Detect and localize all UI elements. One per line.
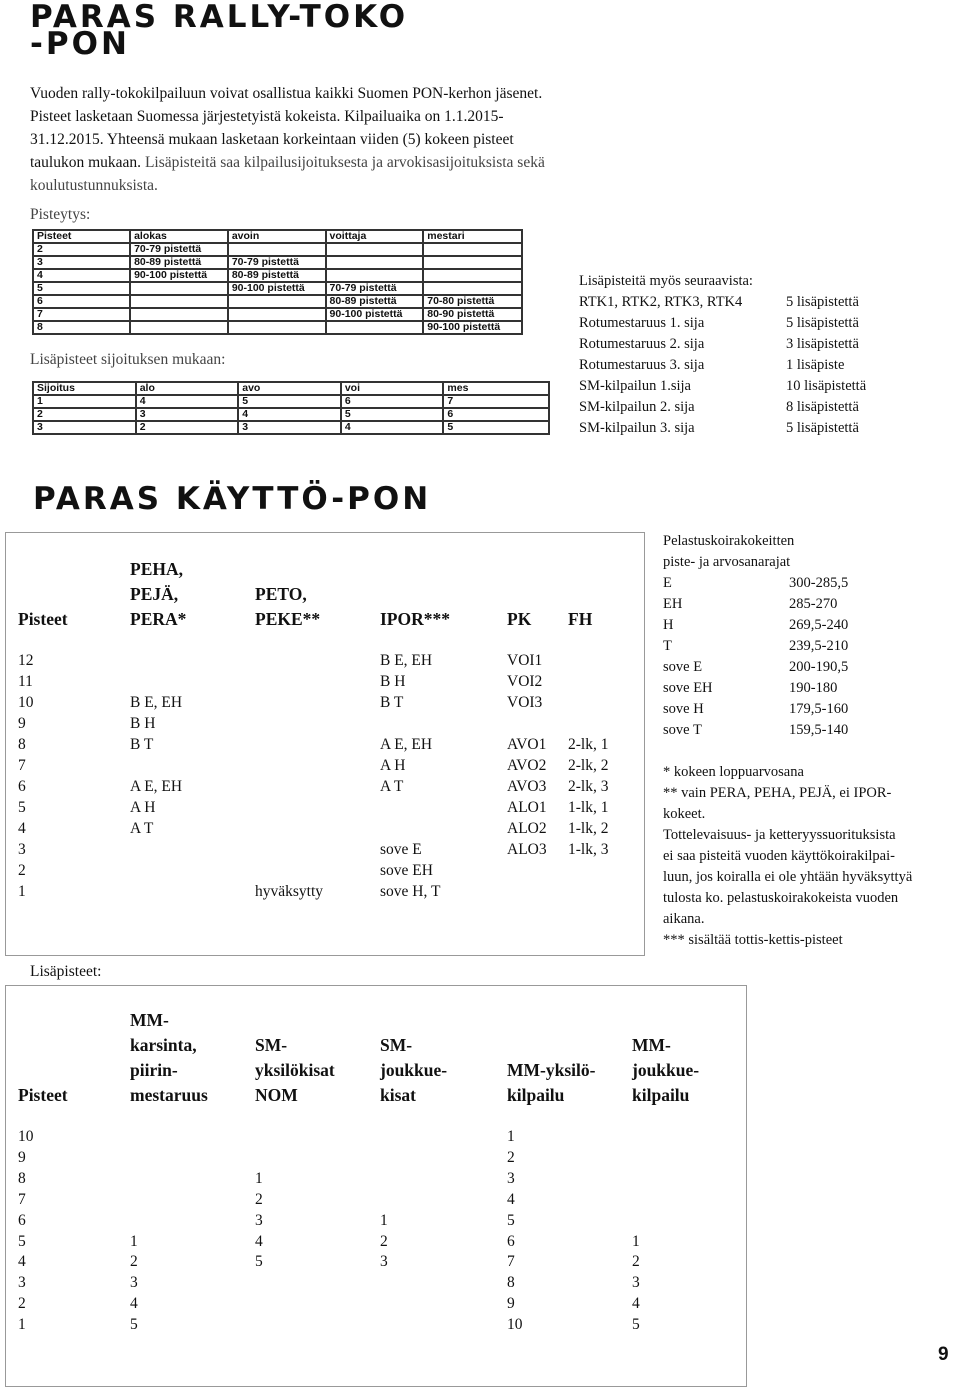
pelastus-grade: sove H bbox=[663, 701, 704, 717]
score-cell: 80-89 pistettä bbox=[228, 269, 326, 282]
score-cell: 90-100 pistettä bbox=[423, 321, 522, 334]
placement-cell: 2 bbox=[136, 421, 239, 434]
kaytto-cell: sove H, T bbox=[380, 883, 441, 900]
kaytto-cell: 6 bbox=[18, 778, 26, 795]
bonus-cell: 1 bbox=[255, 1169, 263, 1187]
score-row bbox=[33, 243, 522, 256]
score-cell: 8 bbox=[33, 321, 130, 334]
page-number: 9 bbox=[938, 1344, 949, 1365]
kaytto-cell: sove E bbox=[380, 841, 422, 858]
pelastus-grade: T bbox=[663, 638, 672, 654]
note-line: aikana. bbox=[663, 911, 705, 927]
bonus-cell: 3 bbox=[632, 1274, 640, 1292]
placement-row bbox=[33, 408, 549, 421]
bonus-cell: 5 bbox=[18, 1232, 26, 1250]
kaytto-cell: AVO1 bbox=[507, 736, 547, 753]
bonus-cell: 5 bbox=[130, 1316, 138, 1334]
kaytto-cell: 1-lk, 1 bbox=[568, 799, 609, 816]
bonus-cell: 9 bbox=[507, 1295, 515, 1313]
pelastus-grade: EH bbox=[663, 596, 683, 612]
extra-item-name: SM-kilpailun 2. sija bbox=[579, 399, 695, 415]
extra-item-name: Rotumestaruus 2. sija bbox=[579, 336, 705, 352]
extra-item-name: Rotumestaruus 1. sija bbox=[579, 315, 705, 331]
extra-item-name: Rotumestaruus 3. sija bbox=[579, 357, 705, 373]
score-cell: 4 bbox=[33, 269, 130, 282]
bonus-header: Pisteet bbox=[18, 1085, 68, 1105]
bonus-cell: 3 bbox=[507, 1169, 515, 1187]
placement-label: Lisäpisteet sijoituksen mukaan: bbox=[30, 351, 226, 368]
score-cell: mestari bbox=[423, 230, 522, 243]
placement-table bbox=[32, 381, 550, 435]
score-cell bbox=[326, 269, 424, 282]
score-cell: Pisteet bbox=[33, 230, 130, 243]
bonus-cell: 3 bbox=[380, 1253, 388, 1271]
extra-item-points: 5 lisäpistettä bbox=[786, 420, 859, 436]
score-cell: 90-100 pistettä bbox=[228, 282, 326, 295]
bonus-header: MM-yksilö- kilpailu bbox=[507, 1060, 596, 1105]
score-cell: 70-79 pistettä bbox=[326, 282, 424, 295]
bonus-header: SM- yksilökisat NOM bbox=[255, 1035, 335, 1105]
pelastus-title-2: piste- ja arvosanarajat bbox=[663, 554, 791, 570]
bonus-cell: 7 bbox=[507, 1253, 515, 1271]
bonus-cell: 3 bbox=[18, 1274, 26, 1292]
kaytto-cell: VOI2 bbox=[507, 673, 543, 690]
kaytto-header: IPOR*** bbox=[380, 609, 450, 629]
kaytto-cell: B T bbox=[130, 736, 154, 753]
pelastus-points: 190-180 bbox=[789, 680, 838, 696]
note-line: * kokeen loppuarvosana bbox=[663, 764, 804, 780]
kaytto-cell: AVO3 bbox=[507, 778, 547, 795]
kaytto-cell: ALO3 bbox=[507, 841, 547, 858]
score-cell: alokas bbox=[130, 230, 228, 243]
bonus-cell: 4 bbox=[255, 1232, 263, 1250]
kaytto-cell: 2 bbox=[18, 862, 26, 879]
kaytto-cell: 8 bbox=[18, 736, 26, 753]
placement-cell: 2 bbox=[33, 408, 136, 421]
rally-title-line1: PARAS RALLY-TOKO bbox=[30, 0, 409, 35]
bonus-cell: 7 bbox=[18, 1190, 26, 1208]
bonus-cell: 3 bbox=[130, 1274, 138, 1292]
bonus-cell: 3 bbox=[255, 1211, 263, 1229]
rally-title-line2: -PON bbox=[30, 26, 130, 62]
bonus-label: Lisäpisteet: bbox=[30, 963, 102, 980]
bonus-cell: 1 bbox=[130, 1232, 138, 1250]
score-row bbox=[33, 295, 522, 308]
kaytto-cell: A E, EH bbox=[380, 736, 433, 753]
score-cell bbox=[228, 321, 326, 334]
score-cell: 70-79 pistettä bbox=[228, 256, 326, 269]
note-line: tulosta ko. pelastuskoirakokeista vuoden bbox=[663, 890, 899, 906]
bonus-header: MM- joukkue- kilpailu bbox=[632, 1035, 700, 1105]
score-cell bbox=[130, 295, 228, 308]
extra-item bbox=[579, 397, 909, 418]
note-line: ei saa pisteitä vuoden käyttökoirakilpai- bbox=[663, 848, 895, 864]
pelastus-grade: sove T bbox=[663, 722, 702, 738]
placement-cell: 5 bbox=[443, 421, 549, 434]
bonus-cell: 4 bbox=[632, 1295, 640, 1313]
pelastus-title-1: Pelastuskoirakokeitten bbox=[663, 533, 795, 549]
bonus-cell: 1 bbox=[18, 1316, 26, 1334]
score-cell: avoin bbox=[228, 230, 326, 243]
placement-cell: 6 bbox=[341, 395, 444, 408]
kaytto-cell: A T bbox=[130, 820, 154, 837]
extra-item-points: 1 lisäpiste bbox=[786, 357, 845, 373]
bonus-cell: 8 bbox=[507, 1274, 515, 1292]
kaytto-cell: 11 bbox=[18, 673, 33, 690]
placement-row bbox=[33, 421, 549, 434]
kaytto-cell: ALO2 bbox=[507, 820, 547, 837]
extra-item-name: SM-kilpailun 1.sija bbox=[579, 378, 691, 394]
placement-cell: 1 bbox=[33, 395, 136, 408]
score-cell bbox=[326, 321, 424, 334]
placement-cell: 3 bbox=[238, 421, 341, 434]
rally-intro bbox=[30, 82, 560, 197]
score-cell bbox=[326, 256, 424, 269]
extra-item-points: 10 lisäpistettä bbox=[786, 378, 867, 394]
extra-item-name: SM-kilpailun 3. sija bbox=[579, 420, 695, 436]
kaytto-cell: sove EH bbox=[380, 862, 433, 879]
pelastus-range bbox=[663, 720, 912, 741]
placement-cell: alo bbox=[136, 382, 239, 395]
kaytto-cell: 1-lk, 3 bbox=[568, 841, 609, 858]
score-cell: 80-89 pistettä bbox=[130, 256, 228, 269]
kaytto-cell: B H bbox=[380, 673, 406, 690]
bonus-cell: 8 bbox=[18, 1169, 26, 1187]
pelastus-points: 285-270 bbox=[789, 596, 838, 612]
pelastus-range bbox=[663, 573, 912, 594]
intro-paragraph-2: Lisäpisteitä saa kilpailusijoituksesta ja arvokisasijoituksista sekä koulutustunnuksista. bbox=[30, 154, 545, 194]
bonus-cell: 1 bbox=[380, 1211, 388, 1229]
extra-item-points: 3 lisäpistettä bbox=[786, 336, 859, 352]
score-cell: 70-80 pistettä bbox=[423, 295, 522, 308]
score-cell: 3 bbox=[33, 256, 130, 269]
score-cell bbox=[228, 308, 326, 321]
bonus-header: SM- joukkue- kisat bbox=[380, 1035, 448, 1105]
score-cell bbox=[423, 282, 522, 295]
score-cell bbox=[423, 243, 522, 256]
note-line: luun, jos koiralla ei ole yhtään hyväksyttyä bbox=[663, 869, 913, 885]
placement-header-row bbox=[33, 382, 549, 395]
kaytto-cell: 2-lk, 2 bbox=[568, 757, 609, 774]
placement-cell: 4 bbox=[341, 421, 444, 434]
kaytto-header: FH bbox=[568, 609, 593, 629]
extra-item bbox=[579, 376, 909, 397]
score-cell: 80-89 pistettä bbox=[326, 295, 424, 308]
bonus-cell: 2 bbox=[255, 1190, 263, 1208]
pelastus-notes bbox=[663, 531, 912, 951]
score-cell bbox=[130, 282, 228, 295]
extra-item bbox=[579, 292, 909, 313]
kaytto-cell: 3 bbox=[18, 841, 26, 858]
kaytto-header: PEHA, PEJÄ, PERA* bbox=[130, 559, 187, 629]
kaytto-cell: 4 bbox=[18, 820, 26, 837]
kaytto-title: PARAS KÄYTTÖ-PON bbox=[33, 481, 432, 517]
placement-cell: avo bbox=[238, 382, 341, 395]
scoring-label: Pisteytys: bbox=[30, 206, 91, 223]
score-row bbox=[33, 308, 522, 321]
score-header-row bbox=[33, 230, 522, 243]
placement-cell: 5 bbox=[341, 408, 444, 421]
score-cell: 5 bbox=[33, 282, 130, 295]
bonus-cell: 1 bbox=[632, 1232, 640, 1250]
extra-item-name: RTK1, RTK2, RTK3, RTK4 bbox=[579, 294, 743, 310]
placement-cell: Sijoitus bbox=[33, 382, 136, 395]
kaytto-cell: AVO2 bbox=[507, 757, 547, 774]
note-line: ** vain PERA, PEHA, PEJÄ, ei IPOR- bbox=[663, 785, 892, 801]
pelastus-points: 200-190,5 bbox=[789, 659, 849, 675]
score-cell bbox=[228, 243, 326, 256]
score-table bbox=[32, 229, 523, 335]
pelastus-grade: E bbox=[663, 575, 672, 591]
bonus-cell: 5 bbox=[507, 1211, 515, 1229]
score-cell: 70-79 pistettä bbox=[130, 243, 228, 256]
bonus-cell: 5 bbox=[255, 1253, 263, 1271]
kaytto-cell: VOI3 bbox=[507, 694, 543, 711]
placement-cell: 5 bbox=[238, 395, 341, 408]
bonus-cell: 4 bbox=[18, 1253, 26, 1271]
kaytto-cell: 10 bbox=[18, 694, 34, 711]
bonus-cell: 5 bbox=[632, 1316, 640, 1334]
score-cell: 90-100 pistettä bbox=[326, 308, 424, 321]
score-cell bbox=[423, 269, 522, 282]
extra-item-points: 8 lisäpistettä bbox=[786, 399, 859, 415]
intro-paragraph-1: Vuoden rally-tokokilpailuun voivat osallistua kaikki Suomen PON-kerhon jäsenet. Pisteet lasketaan Suomessa järjestetyistä kokeista. Kilpailuaika on 1.1.2015-31.12.2015. Yhteensä mukaan lasketaan korkeintaan viiden (5) kokeen pisteet taulukon mukaan. bbox=[30, 85, 543, 171]
extra-item-points: 5 lisäpistettä bbox=[786, 294, 859, 310]
placement-cell: 4 bbox=[136, 395, 239, 408]
note-line: *** sisältää tottis-kettis-pisteet bbox=[663, 932, 843, 948]
placement-row bbox=[33, 395, 549, 408]
bonus-cell: 4 bbox=[130, 1295, 138, 1313]
score-row bbox=[33, 321, 522, 334]
score-cell: voittaja bbox=[326, 230, 424, 243]
kaytto-cell: 1-lk, 2 bbox=[568, 820, 609, 837]
score-row bbox=[33, 256, 522, 269]
bonus-cell: 6 bbox=[18, 1211, 26, 1229]
extra-points bbox=[579, 271, 909, 439]
kaytto-cell: ALO1 bbox=[507, 799, 547, 816]
kaytto-cell: 2-lk, 1 bbox=[568, 736, 609, 753]
score-cell: 90-100 pistettä bbox=[130, 269, 228, 282]
kaytto-cell: hyväksytty bbox=[255, 883, 324, 900]
bonus-cell: 2 bbox=[130, 1253, 138, 1271]
rally-title bbox=[30, 0, 409, 62]
bonus-cell: 6 bbox=[507, 1232, 515, 1250]
kaytto-table-frame bbox=[5, 532, 645, 956]
note-line: kokeet. bbox=[663, 806, 706, 822]
kaytto-cell: 12 bbox=[18, 652, 34, 669]
pelastus-points: 239,5-210 bbox=[789, 638, 849, 654]
pelastus-grade: sove EH bbox=[663, 680, 713, 696]
bonus-cell: 10 bbox=[507, 1316, 523, 1334]
bonus-header: MM- karsinta, piirin- mestaruus bbox=[130, 1010, 208, 1105]
score-cell bbox=[130, 321, 228, 334]
bonus-cell: 1 bbox=[507, 1128, 515, 1145]
pelastus-points: 300-285,5 bbox=[789, 575, 849, 591]
score-cell bbox=[228, 295, 326, 308]
kaytto-header: Pisteet bbox=[18, 609, 68, 629]
bonus-cell: 2 bbox=[507, 1148, 515, 1166]
placement-cell: 4 bbox=[238, 408, 341, 421]
kaytto-header: PETO, PEKE** bbox=[255, 584, 321, 629]
extra-item bbox=[579, 334, 909, 355]
placement-cell: 7 bbox=[443, 395, 549, 408]
kaytto-cell: B E, EH bbox=[380, 652, 433, 669]
extra-title: Lisäpisteitä myös seuraavista: bbox=[579, 273, 753, 289]
pelastus-points: 159,5-140 bbox=[789, 722, 849, 738]
kaytto-cell: 9 bbox=[18, 715, 26, 732]
score-row bbox=[33, 282, 522, 295]
kaytto-cell: 5 bbox=[18, 799, 26, 816]
pelastus-points: 269,5-240 bbox=[789, 617, 849, 633]
bonus-cell: 2 bbox=[632, 1253, 640, 1271]
score-cell bbox=[326, 243, 424, 256]
score-cell bbox=[130, 308, 228, 321]
placement-cell: 3 bbox=[136, 408, 239, 421]
pelastus-grade: sove E bbox=[663, 659, 703, 675]
bonus-cell: 10 bbox=[18, 1128, 34, 1145]
pelastus-range bbox=[663, 636, 912, 657]
placement-cell: 3 bbox=[33, 421, 136, 434]
pelastus-range bbox=[663, 615, 912, 636]
kaytto-cell: A H bbox=[380, 757, 406, 774]
placement-cell: 6 bbox=[443, 408, 549, 421]
score-cell bbox=[423, 256, 522, 269]
pelastus-grade: H bbox=[663, 617, 674, 633]
extra-item-points: 5 lisäpistettä bbox=[786, 315, 859, 331]
score-cell: 80-90 pistettä bbox=[423, 308, 522, 321]
kaytto-cell: A T bbox=[380, 778, 404, 795]
kaytto-cell: 7 bbox=[18, 757, 26, 774]
score-row bbox=[33, 269, 522, 282]
pelastus-range bbox=[663, 594, 912, 615]
bonus-cell: 2 bbox=[380, 1232, 388, 1250]
pelastus-range bbox=[663, 699, 912, 720]
score-cell: 6 bbox=[33, 295, 130, 308]
pelastus-range bbox=[663, 657, 912, 678]
bonus-cell: 2 bbox=[18, 1295, 26, 1313]
score-cell: 2 bbox=[33, 243, 130, 256]
kaytto-cell: VOI1 bbox=[507, 652, 543, 669]
kaytto-cell: B H bbox=[130, 715, 156, 732]
placement-cell: mes bbox=[443, 382, 549, 395]
extra-item bbox=[579, 313, 909, 334]
score-cell: 7 bbox=[33, 308, 130, 321]
kaytto-cell: B E, EH bbox=[130, 694, 183, 711]
extra-item bbox=[579, 418, 909, 439]
pelastus-points: 179,5-160 bbox=[789, 701, 849, 717]
pelastus-range bbox=[663, 678, 912, 699]
extra-item bbox=[579, 355, 909, 376]
kaytto-cell: A H bbox=[130, 799, 156, 816]
kaytto-cell: 2-lk, 3 bbox=[568, 778, 609, 795]
bonus-cell: 4 bbox=[507, 1190, 515, 1208]
kaytto-header: PK bbox=[507, 609, 532, 629]
placement-cell: voi bbox=[341, 382, 444, 395]
kaytto-cell: B T bbox=[380, 694, 404, 711]
bonus-cell: 9 bbox=[18, 1148, 26, 1166]
kaytto-cell: 1 bbox=[18, 883, 26, 900]
kaytto-cell: A E, EH bbox=[130, 778, 183, 795]
note-line: Tottelevaisuus- ja ketteryyssuorituksista bbox=[663, 827, 896, 843]
